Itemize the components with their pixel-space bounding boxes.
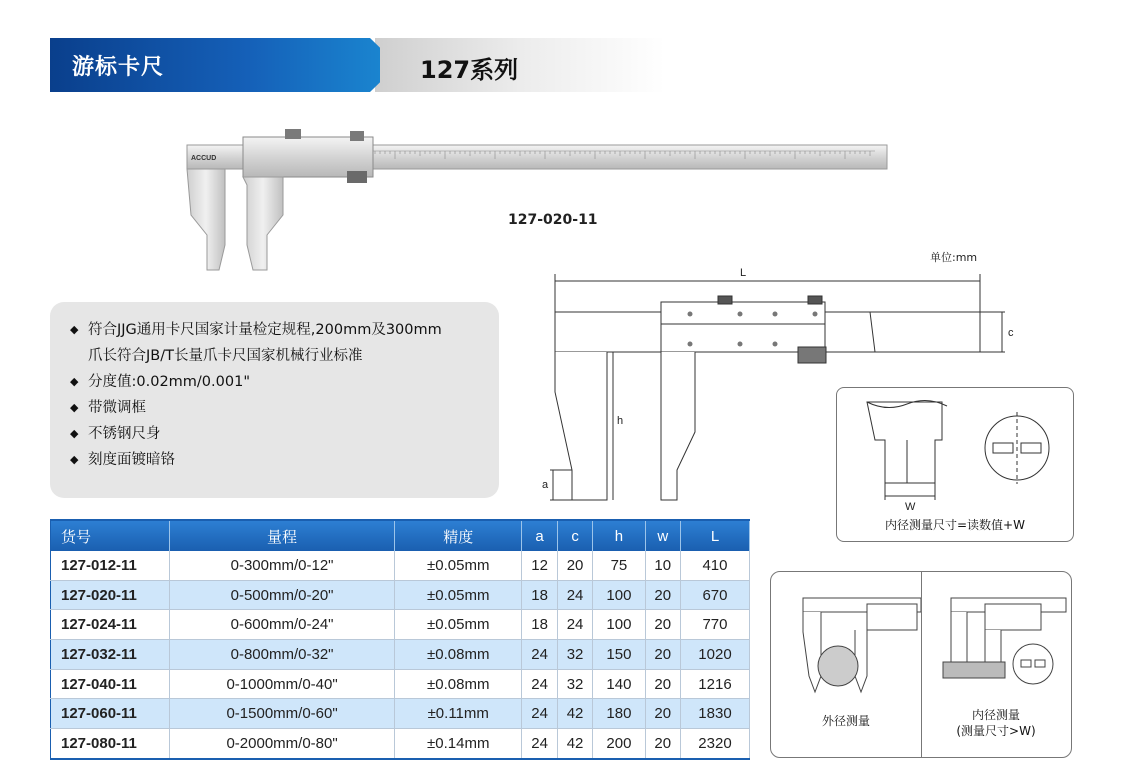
column-header: h bbox=[593, 520, 645, 551]
table-cell: 0-1000mm/0-40" bbox=[170, 669, 395, 699]
table-cell: 100 bbox=[593, 610, 645, 640]
brand-logo-text: ACCUD bbox=[191, 155, 217, 162]
table-cell: 10 bbox=[645, 551, 680, 580]
table-cell: 20 bbox=[645, 610, 680, 640]
table-cell: 0-600mm/0-24" bbox=[170, 610, 395, 640]
table-header-row bbox=[51, 520, 750, 551]
table-cell: 0-800mm/0-32" bbox=[170, 640, 395, 670]
table-row bbox=[51, 729, 750, 759]
table-cell: 180 bbox=[593, 699, 645, 729]
outer-measure-diagram bbox=[771, 584, 921, 714]
feature-item: ◆ 符合JJG通用卡尺国家计量检定规程,200mm及300mm bbox=[70, 317, 490, 343]
series-title: 127系列 bbox=[420, 56, 519, 84]
dim-label-a: a bbox=[542, 479, 549, 491]
table-row bbox=[51, 699, 750, 729]
bullet-diamond-icon: ◆ bbox=[70, 323, 79, 336]
model-cell: 127-040-11 bbox=[51, 669, 170, 699]
model-cell: 127-032-11 bbox=[51, 640, 170, 670]
table-cell: 410 bbox=[680, 551, 749, 580]
table-cell: 20 bbox=[645, 729, 680, 759]
column-header: w bbox=[645, 520, 680, 551]
column-header: 量程 bbox=[170, 520, 395, 551]
table-cell: 20 bbox=[645, 640, 680, 670]
table-cell: 75 bbox=[593, 551, 645, 580]
outer-measure-caption: 外径测量 bbox=[821, 714, 870, 728]
table-cell: 140 bbox=[593, 669, 645, 699]
table-cell: 32 bbox=[557, 669, 592, 699]
feature-list-panel bbox=[50, 302, 499, 498]
table-cell: 12 bbox=[522, 551, 557, 580]
table-cell: 42 bbox=[557, 729, 592, 759]
table-cell: 24 bbox=[557, 580, 592, 610]
feature-item: 爪长符合JB/T长量爪卡尺国家机械行业标准 bbox=[88, 348, 363, 364]
table-cell: 20 bbox=[645, 580, 680, 610]
table-cell: 1216 bbox=[680, 669, 749, 699]
column-header: 精度 bbox=[395, 520, 522, 551]
measurement-methods-box bbox=[770, 571, 1072, 758]
table-cell: 200 bbox=[593, 729, 645, 759]
table-cell: 770 bbox=[680, 610, 749, 640]
table-cell: 1020 bbox=[680, 640, 749, 670]
inner-measure-detail-diagram bbox=[837, 388, 1073, 513]
inner-measure-caption-2: (测量尺寸>W) bbox=[956, 724, 1036, 738]
table-cell: ±0.08mm bbox=[395, 669, 522, 699]
table-cell: 20 bbox=[645, 669, 680, 699]
dim-label-L: L bbox=[740, 267, 747, 279]
table-cell: 20 bbox=[645, 699, 680, 729]
column-header: 货号 bbox=[51, 520, 170, 551]
table-cell: 150 bbox=[593, 640, 645, 670]
table-cell: 32 bbox=[557, 640, 592, 670]
feature-item: ◆ 带微调框 bbox=[70, 395, 490, 421]
table-row bbox=[51, 610, 750, 640]
model-cell: 127-080-11 bbox=[51, 729, 170, 759]
table-cell: 42 bbox=[557, 699, 592, 729]
inner-measure-caption-1: 内径测量 bbox=[971, 708, 1020, 722]
dim-label-w: W bbox=[905, 501, 916, 513]
table-cell: 24 bbox=[522, 729, 557, 759]
product-model-label: 127-020-11 bbox=[508, 212, 598, 228]
table-cell: ±0.05mm bbox=[395, 551, 522, 580]
table-cell: 0-1500mm/0-60" bbox=[170, 699, 395, 729]
table-row bbox=[51, 580, 750, 610]
inner-measure-detail-box bbox=[836, 387, 1074, 542]
table-cell: 1830 bbox=[680, 699, 749, 729]
table-row bbox=[51, 669, 750, 699]
model-cell: 127-060-11 bbox=[51, 699, 170, 729]
model-cell: 127-024-11 bbox=[51, 610, 170, 640]
table-cell: 0-2000mm/0-80" bbox=[170, 729, 395, 759]
dim-label-c: c bbox=[1008, 327, 1014, 339]
header-series-band bbox=[375, 38, 665, 92]
table-cell: ±0.14mm bbox=[395, 729, 522, 759]
unit-label: 单位:mm bbox=[930, 251, 978, 264]
table-cell: 18 bbox=[522, 610, 557, 640]
feature-list bbox=[70, 317, 490, 473]
column-header: a bbox=[522, 520, 557, 551]
inner-measure-diagram bbox=[921, 584, 1071, 714]
table-cell: 0-500mm/0-20" bbox=[170, 580, 395, 610]
feature-item: ◆ 不锈钢尺身 bbox=[70, 421, 490, 447]
model-cell: 127-012-11 bbox=[51, 551, 170, 580]
inner-formula-caption: 内径测量尺寸=读数值+W bbox=[885, 518, 1025, 532]
table-cell: 670 bbox=[680, 580, 749, 610]
table-cell: 24 bbox=[557, 610, 592, 640]
column-header: L bbox=[680, 520, 749, 551]
table-cell: ±0.05mm bbox=[395, 610, 522, 640]
page-title: 游标卡尺 bbox=[72, 55, 165, 80]
feature-item: ◆ 分度值:0.02mm/0.001" bbox=[70, 369, 490, 395]
column-header: c bbox=[557, 520, 592, 551]
table-cell: 100 bbox=[593, 580, 645, 610]
table-row bbox=[51, 640, 750, 670]
bullet-diamond-icon: ◆ bbox=[70, 453, 79, 466]
table-cell: ±0.05mm bbox=[395, 580, 522, 610]
table-row bbox=[51, 551, 750, 580]
bullet-diamond-icon: ◆ bbox=[70, 401, 79, 414]
table-cell: 24 bbox=[522, 699, 557, 729]
table-cell: 20 bbox=[557, 551, 592, 580]
bullet-diamond-icon: ◆ bbox=[70, 375, 79, 388]
spec-table bbox=[50, 519, 750, 760]
table-cell: 24 bbox=[522, 640, 557, 670]
dim-label-h: h bbox=[617, 415, 624, 427]
feature-item: ◆ 刻度面镀暗铬 bbox=[70, 447, 490, 473]
model-cell: 127-020-11 bbox=[51, 580, 170, 610]
table-cell: 0-300mm/0-12" bbox=[170, 551, 395, 580]
table-cell: 2320 bbox=[680, 729, 749, 759]
table-cell: 18 bbox=[522, 580, 557, 610]
caliper-product-image bbox=[185, 125, 895, 275]
table-cell: ±0.11mm bbox=[395, 699, 522, 729]
table-cell: ±0.08mm bbox=[395, 640, 522, 670]
bullet-diamond-icon: ◆ bbox=[70, 427, 79, 440]
table-cell: 24 bbox=[522, 669, 557, 699]
